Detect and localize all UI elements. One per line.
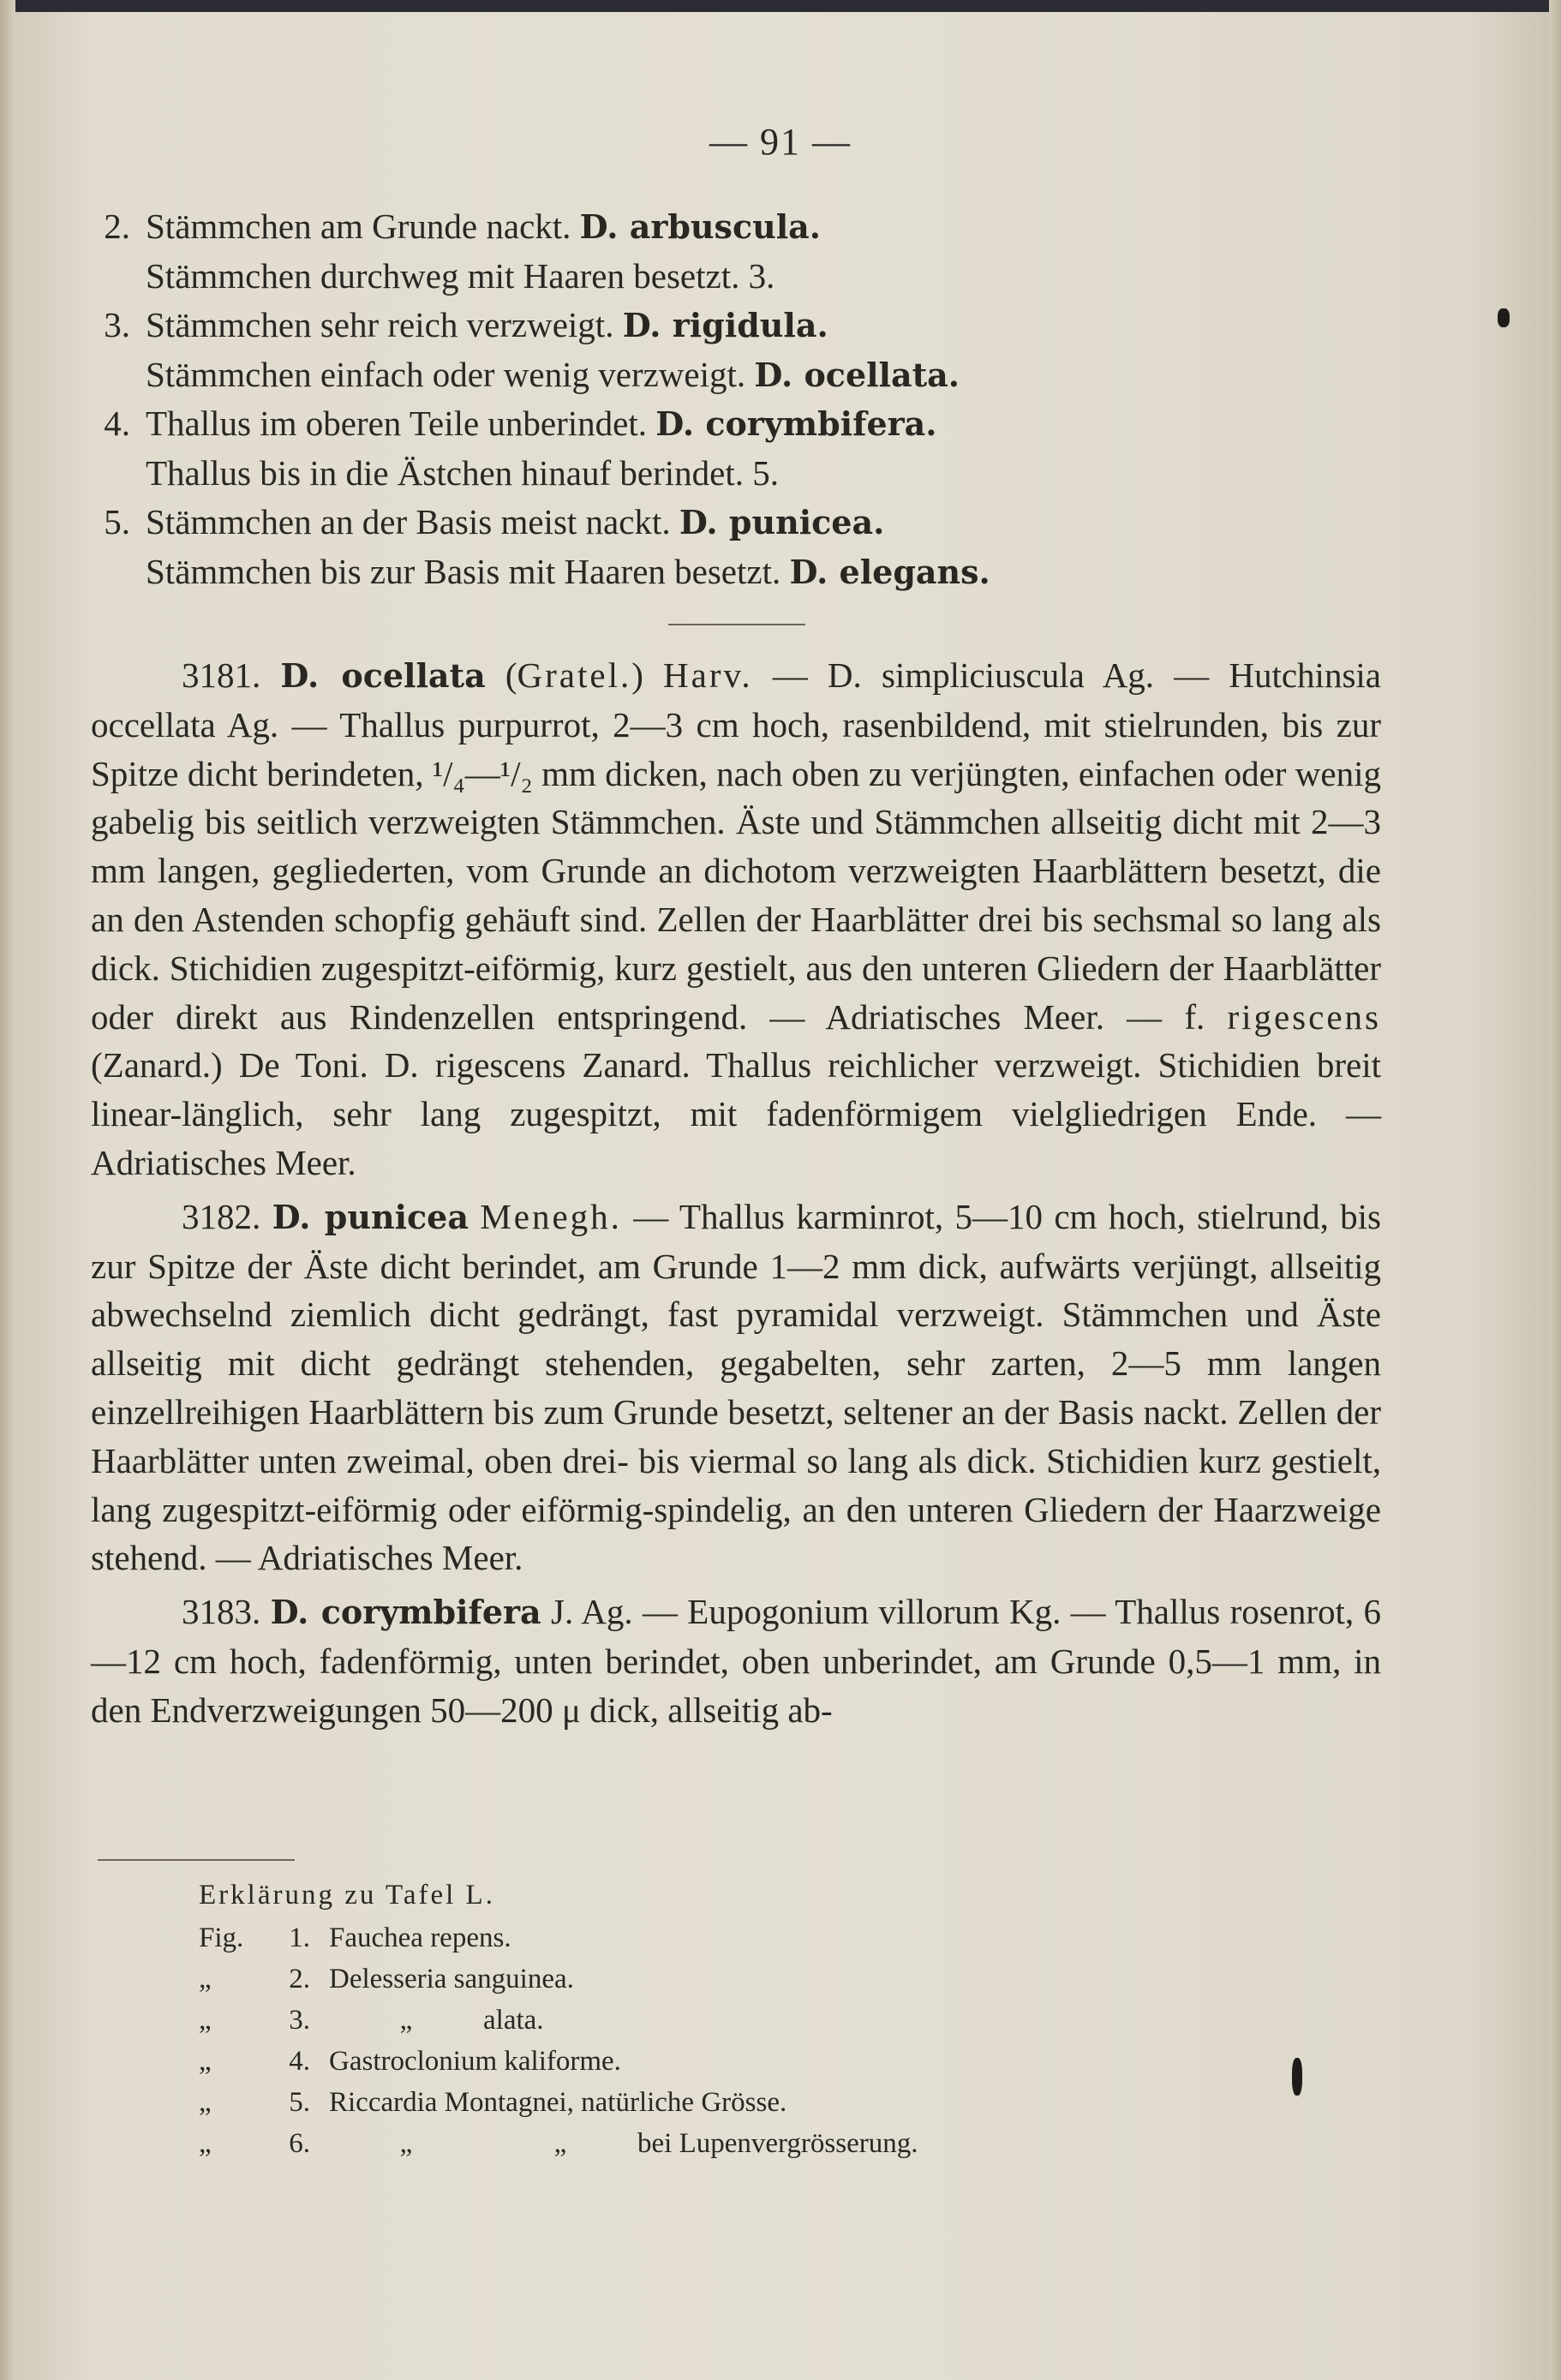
author-name: rigescens [1227,996,1381,1037]
key-text: Thallus im oberen Teile unberindet. [146,404,656,443]
key-number: 4. [104,404,130,443]
key-line [86,301,1371,350]
author-name: Gratel. [517,655,632,695]
scan-top-border [0,0,1561,12]
key-line [86,449,1371,499]
legend-figure-number: 4. [289,2046,310,2077]
entry-text: ) [631,655,664,695]
entry-text: ( [485,655,517,695]
key-text: Stämmchen bis zur Basis mit Haaren besetzt. [146,551,790,591]
legend-prefix: „ [199,2087,212,2118]
entry-text: 3181. [182,655,281,695]
plate-legend [199,1875,1056,2164]
legend-row [199,2123,1056,2164]
section-separator [668,624,805,625]
ditto-mark: „ [399,2128,413,2159]
key-text: Stämmchen einfach oder wenig verzweigt. [146,354,755,394]
key-number: 5. [104,502,130,541]
entry-text [469,1197,480,1236]
legend-figure-number: 5. [289,2087,310,2118]
legend-figure-number: 1. [289,1923,310,1953]
legend-text: Delesseria sanguinea. [329,1964,574,1994]
key-number: 2. [104,206,130,246]
page-number: — 91 — [709,121,852,163]
author-name: Menegh. [480,1196,622,1236]
legend-text: Gastroclonium kaliforme. [329,2046,621,2077]
ditto-mark: „ [553,2128,567,2159]
species-entry [91,1193,1381,1582]
key-text: Stämmchen am Grunde nackt. [146,206,580,246]
entry-text: — Thallus karminrot, 5—10 cm hoch, stielrund, bis zur Spitze der Äste dicht berindet, am Grunde 1—2 mm dick, aufwärts verjüngt, allseitig abwechselnd ziemlich dicht gedrängt, fast pyramidal verzweigt. Stämmchen und Äste allseitig mit dicht gedrängt stehenden, gegabelten, sehr zarten, 2—5 mm langen einzellreihigen Haarblättern bis zum Grunde besetzt, seltener an der Basis nackt. Zellen der Haarblätter unten zweimal, oben drei- bis viermal so lang als dick. Stichidien kurz gestielt, lang zugespitzt-eiförmig oder eiförmig-spindelig, an den unteren Gliedern der Haarzweige stehend. — Adriatisches Meer. [91,1196,1382,1578]
legend-text: bei Lupenvergrösserung. [637,2128,918,2159]
legend-row [199,1917,1056,1958]
key-line [86,547,1371,597]
key-line [86,202,1371,252]
legend-prefix: „ [199,2128,212,2159]
legend-prefix: „ [199,2005,212,2036]
key-line [86,252,1371,302]
legend-prefix: „ [199,2046,212,2077]
species-name: D. corymbifera. [655,404,937,443]
key-text: Stämmchen sehr reich verzweigt. [146,305,623,344]
key-text: Stämmchen an der Basis meist nackt. [146,502,679,541]
species-name: D. corymbifera [270,1593,541,1632]
entry-text: J. Ag. — Eupogonium villorum Kg. — Thallus rosenrot, 6—12 cm hoch, fadenförmig, unten berindet, oben unberindet, am Grunde 0,5—1 mm, in den Endverzweigungen 50—200 μ dick, allseitig ab- [91,1592,1382,1730]
legend-figure-number: 6. [289,2128,310,2159]
legend-row [199,2041,1056,2082]
key-number: 3. [104,305,130,344]
key-text: Stämmchen durchweg mit Haaren besetzt. 3. [146,255,775,296]
species-name: D. punicea. [679,503,885,541]
legend-text: Riccardia Montagnei, natürliche Grösse. [329,2087,787,2118]
legend-figure-number: 3. [289,2005,310,2036]
species-name: D. ocellata. [754,355,960,394]
species-name: D. arbuscula. [579,207,822,246]
legend-text: alata. [483,2005,544,2036]
ditto-mark: „ [399,2005,413,2036]
species-name: D. punicea [272,1197,469,1236]
identification-key [86,202,1371,596]
legend-figure-number: 2. [289,1964,310,1994]
entry-text: — D. simpliciuscula Ag. — Hutchinsia occellata Ag. — Thallus purpurrot, 2—3 cm hoch, rasenbildend, mit stielrunden, bis zur Spitze dicht berindeten, ¹/₄—¹/₂ mm dicken, nach oben zu verjüngten, einfachen oder wenig gabelig bis seitlich verzweigten Stämmchen. Äste und Stämmchen allseitig dicht mit 2—3 mm langen, gegliederten, vom Grunde an dichotom verzweigten Haarblättern besetzt, die an den Astenden schopfig gehäuft sind. Zellen der Haarblätter drei bis sechsmal so lang als dick. Stichidien zugespitzt-eiförmig, kurz gestielt, aus den unteren Gliedern der Haarblätter oder direkt aus Rindenzellen entspringend. — Adriatisches Meer. — f. [91,655,1381,1037]
species-descriptions [91,651,1381,1740]
page-gutter-shadow [0,0,15,2380]
species-name: D. rigidula. [622,306,828,344]
key-line [86,498,1371,547]
author-name: Harv. [663,655,753,695]
footnote-rule [98,1859,295,1861]
species-name: D. elegans. [789,552,990,591]
legend-prefix: Fig. [199,1923,244,1953]
legend-prefix: „ [199,1964,212,1994]
entry-text: 3182. [182,1196,272,1236]
page-edge-shadow [1549,0,1561,2380]
legend-row [199,2082,1056,2123]
key-text: Thallus bis in die Ästchen hinauf berindet. 5. [146,452,779,493]
species-name: D. ocellata [280,656,486,695]
legend-row [199,2000,1056,2041]
legend-text: Fauchea repens. [329,1923,511,1953]
legend-row [199,1958,1056,2000]
species-entry [91,1588,1381,1734]
key-line [86,399,1371,449]
entry-text: 3183. [182,1592,271,1632]
key-line [86,350,1371,400]
entry-text: (Zanard.) De Toni. D. rigescens Zanard. Thallus reichlicher verzweigt. Stichidien breit linear-länglich, sehr lang zugespitzt, mit fadenförmigem vielgliedrigen Ende. — Adriatisches Meer. [91,1045,1381,1182]
plate-legend-title: Erklärung zu Tafel L. [199,1880,495,1911]
ink-speck [1292,2058,1302,2096]
species-entry [91,651,1381,1187]
ink-speck [1498,308,1510,327]
